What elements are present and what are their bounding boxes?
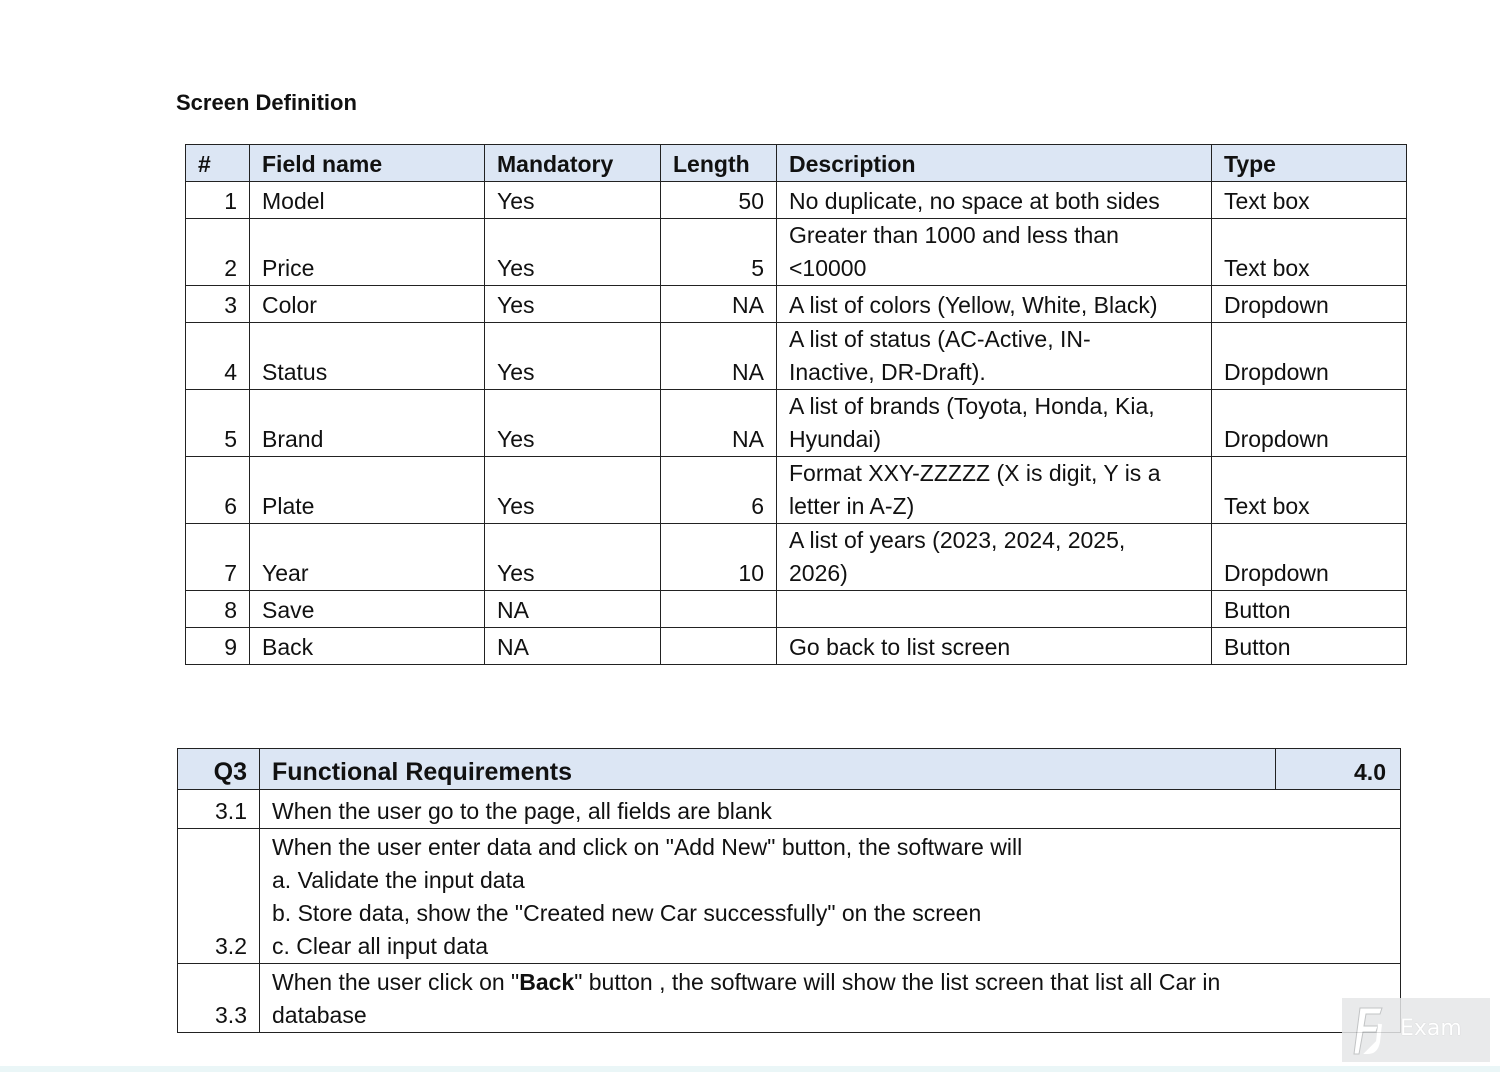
header-idx: # [186, 145, 250, 182]
row-field: Price [250, 219, 485, 286]
row-type: Button [1212, 628, 1407, 665]
description-line: Format XXY-ZZZZZ (X is digit, Y is a [789, 460, 1161, 486]
row-field: Year [250, 524, 485, 591]
row-description [777, 323, 1212, 390]
requirement-line [272, 966, 1392, 999]
row-length: NA [661, 286, 777, 323]
table-row [186, 182, 1407, 219]
header-description: Description [777, 145, 1212, 182]
row-field: Save [250, 591, 485, 628]
row-description: No duplicate, no space at both sides [777, 182, 1212, 219]
row-idx: 3 [186, 286, 250, 323]
question-score: 4.0 [1276, 749, 1401, 790]
requirement-id: 3.2 [178, 829, 260, 964]
row-idx: 8 [186, 591, 250, 628]
row-length: NA [661, 323, 777, 390]
row-length: 50 [661, 182, 777, 219]
header-field-name: Field name [250, 145, 485, 182]
row-type: Dropdown [1212, 286, 1407, 323]
text-segment: " button , the software will show the list screen that list all Car in [574, 969, 1221, 995]
requirement-line: a. Validate the input data [272, 867, 525, 893]
header-length: Length [661, 145, 777, 182]
header-type: Type [1212, 145, 1407, 182]
requirements-header-row [178, 749, 1401, 790]
row-field: Status [250, 323, 485, 390]
table-header-row [186, 145, 1407, 182]
row-mandatory: Yes [485, 524, 661, 591]
screen-definition-heading: Screen Definition [176, 90, 357, 115]
row-type: Dropdown [1212, 524, 1407, 591]
row-type: Text box [1212, 182, 1407, 219]
row-mandatory: Yes [485, 182, 661, 219]
requirement-line: When the user enter data and click on "Add New" button, the software will [272, 834, 1023, 860]
description-line: Hyundai) [789, 426, 882, 452]
row-length: NA [661, 390, 777, 457]
description-line: <10000 [789, 255, 867, 281]
table-row [186, 591, 1407, 628]
watermark-text: Exam [1400, 1016, 1462, 1041]
row-type: Dropdown [1212, 323, 1407, 390]
bold-segment: Back [519, 969, 575, 995]
table-row [186, 628, 1407, 665]
row-idx: 9 [186, 628, 250, 665]
row-description: A list of colors (Yellow, White, Black) [777, 286, 1212, 323]
row-mandatory: Yes [485, 323, 661, 390]
row-idx: 1 [186, 182, 250, 219]
row-idx: 4 [186, 323, 250, 390]
row-mandatory: Yes [485, 286, 661, 323]
text-segment: When the user click on " [272, 969, 520, 995]
row-type: Dropdown [1212, 390, 1407, 457]
page-bottom-edge [0, 1066, 1500, 1072]
exam-watermark [1342, 998, 1490, 1062]
row-type: Text box [1212, 457, 1407, 524]
row-idx: 6 [186, 457, 250, 524]
row-mandatory: Yes [485, 219, 661, 286]
row-length [661, 591, 777, 628]
requirement-row [178, 790, 1401, 829]
row-mandatory: NA [485, 628, 661, 665]
requirement-text: When the user go to the page, all fields are blank [260, 790, 1401, 829]
requirement-row [178, 964, 1401, 1033]
table-row [186, 457, 1407, 524]
requirements-title: Functional Requirements [260, 749, 1276, 790]
row-description [777, 219, 1212, 286]
table-row [186, 219, 1407, 286]
description-line: Greater than 1000 and less than [789, 222, 1119, 248]
description-line: A list of years (2023, 2024, 2025, [789, 527, 1126, 553]
requirement-line: c. Clear all input data [272, 933, 489, 959]
row-mandatory: Yes [485, 457, 661, 524]
row-field: Model [250, 182, 485, 219]
description-line: 2026) [789, 560, 848, 586]
functional-requirements-table [177, 748, 1401, 1033]
row-field: Color [250, 286, 485, 323]
row-field: Plate [250, 457, 485, 524]
row-description: Go back to list screen [777, 628, 1212, 665]
description-line: Inactive, DR-Draft). [789, 359, 986, 385]
description-line: letter in A-Z) [789, 493, 915, 519]
requirement-id: 3.3 [178, 964, 260, 1033]
row-field: Back [250, 628, 485, 665]
row-description [777, 591, 1212, 628]
requirement-line: b. Store data, show the "Created new Car successfully" on the screen [272, 900, 982, 926]
header-mandatory: Mandatory [485, 145, 661, 182]
row-field: Brand [250, 390, 485, 457]
requirement-text [260, 964, 1401, 1033]
table-row [186, 286, 1407, 323]
table-row [186, 323, 1407, 390]
requirement-text [260, 829, 1401, 964]
row-idx: 5 [186, 390, 250, 457]
row-idx: 2 [186, 219, 250, 286]
row-mandatory: NA [485, 591, 661, 628]
screen-definition-table [185, 144, 1407, 665]
row-description [777, 390, 1212, 457]
row-type: Button [1212, 591, 1407, 628]
description-line: A list of brands (Toyota, Honda, Kia, [789, 393, 1155, 419]
row-description [777, 524, 1212, 591]
table-row [186, 390, 1407, 457]
question-id: Q3 [178, 749, 260, 790]
row-type: Text box [1212, 219, 1407, 286]
row-idx: 7 [186, 524, 250, 591]
requirement-id: 3.1 [178, 790, 260, 829]
row-length [661, 628, 777, 665]
requirement-line: database [272, 1002, 367, 1028]
row-description [777, 457, 1212, 524]
description-line: A list of status (AC-Active, IN- [789, 326, 1091, 352]
fu-logo-icon [1352, 1002, 1392, 1058]
requirement-row [178, 829, 1401, 964]
row-length: 5 [661, 219, 777, 286]
row-length: 10 [661, 524, 777, 591]
table-row [186, 524, 1407, 591]
row-length: 6 [661, 457, 777, 524]
row-mandatory: Yes [485, 390, 661, 457]
